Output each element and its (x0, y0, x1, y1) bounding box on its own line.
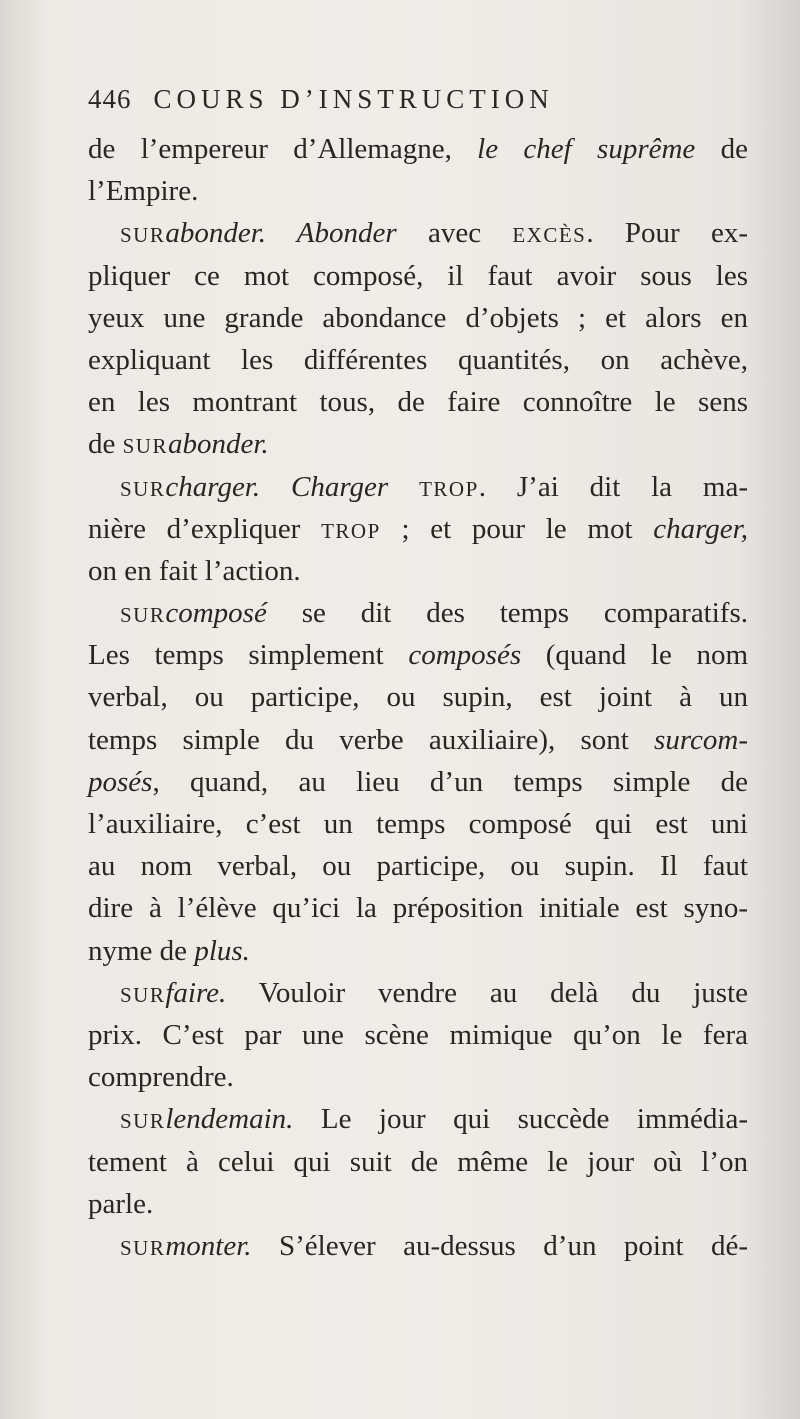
text-line (88, 972, 748, 1014)
text-line (88, 297, 748, 339)
text-segment: Le jour qui succède immédia- (293, 1103, 748, 1136)
italic-text: lendemain. (165, 1103, 294, 1136)
text-line (88, 550, 748, 592)
text-segment: de (695, 133, 748, 165)
text-segment: comprendre. (88, 1061, 234, 1094)
text-line (88, 887, 748, 929)
text-line (88, 761, 748, 803)
text-line (88, 634, 748, 676)
text-segment: en les montrant tous, de faire connoître le sens (88, 386, 748, 419)
small-caps-text: EXCÈS (512, 223, 587, 248)
text-line (88, 508, 748, 550)
text-line (88, 1014, 748, 1056)
text-segment: l’Empire. (88, 175, 199, 208)
text-line (88, 381, 748, 423)
text-line (88, 1056, 748, 1098)
text-line (88, 255, 748, 297)
text-line (88, 592, 748, 634)
text-line (88, 128, 748, 170)
body-text (88, 128, 748, 1267)
text-segment: nière d’expliquer (88, 512, 322, 545)
text-segment: . Pour ex- (586, 217, 748, 250)
italic-text: posés (88, 765, 153, 798)
text-line (88, 1183, 748, 1225)
text-line (88, 339, 748, 381)
text-line (88, 1225, 748, 1267)
text-segment: l’auxiliaire, c’est un temps composé qui est uni (88, 808, 748, 840)
text-segment: Les temps simplement (88, 639, 409, 672)
text-segment: tement à celui qui suit de même le jour où l’on (88, 1145, 748, 1178)
text-segment: dire à l’élève qu’ici la préposition initiale est syno- (88, 892, 748, 925)
text-segment: pliquer ce mot composé, il faut avoir sous les (88, 259, 748, 292)
text-segment: . J’ai dit la ma- (478, 470, 749, 503)
page-number: 446 (88, 84, 132, 114)
italic-text: le chef suprême (477, 133, 696, 165)
small-caps-text: TROP (419, 476, 479, 501)
italic-text: faire. (165, 976, 227, 1009)
text-segment: expliquant les différentes quantités, on achève, (88, 343, 748, 376)
text-segment: verbal, ou participe, ou supin, est joint à un (88, 681, 748, 714)
text-segment: Vouloir vendre au delà du juste (226, 976, 748, 1009)
text-segment: yeux une grande abondance d’objets ; et alors en (88, 301, 748, 334)
text-segment: avec (396, 217, 513, 250)
text-line (88, 1098, 748, 1140)
text-segment: , quand, au lieu d’un temps simple de (152, 765, 748, 798)
italic-text: charger, (653, 512, 748, 545)
text-segment: au nom verbal, ou participe, ou supin. Il faut (88, 850, 748, 883)
text-segment: on en fait l’action. (88, 554, 301, 587)
text-segment: ; et pour le mot (380, 512, 654, 545)
text-segment: S’élever au-dessus d’un point dé- (251, 1229, 748, 1262)
running-title: COURS D’INSTRUCTION (153, 84, 554, 114)
small-caps-text: SUR (120, 1109, 166, 1134)
text-segment: de l’empereur d’Allemagne, (88, 133, 478, 165)
text-line (88, 1141, 748, 1183)
italic-text: composés (408, 639, 522, 672)
italic-text: composé (165, 597, 267, 630)
text-segment: de (88, 428, 123, 461)
text-segment: temps simple du verbe auxiliaire), sont (88, 723, 655, 756)
running-header (88, 84, 748, 115)
text-line (88, 930, 748, 972)
text-line (88, 719, 748, 761)
text-segment: parle. (88, 1187, 154, 1220)
italic-text: surcom- (654, 723, 748, 756)
small-caps-text: SUR (120, 1235, 166, 1260)
text-line (88, 803, 748, 845)
text-segment: (quand le nom (521, 639, 748, 672)
italic-text: charger. Charger (165, 470, 389, 503)
text-line (88, 423, 748, 465)
small-caps-text: SUR (120, 982, 166, 1007)
italic-text: plus. (194, 934, 250, 967)
small-caps-text: SUR (120, 476, 166, 501)
text-line (88, 676, 748, 718)
small-caps-text: SUR (122, 434, 168, 459)
italic-text: abonder. (167, 428, 269, 461)
text-line (88, 170, 748, 212)
small-caps-text: SUR (120, 603, 166, 628)
text-line (88, 212, 748, 254)
text-line (88, 466, 748, 508)
italic-text: abonder. Abonder (165, 217, 397, 250)
text-line (88, 845, 748, 887)
small-caps-text: SUR (120, 223, 166, 248)
text-segment: nyme de (88, 934, 195, 967)
text-segment (388, 471, 419, 503)
small-caps-text: TROP (321, 518, 381, 543)
text-segment: se dit des temps comparatifs. (266, 597, 748, 630)
italic-text: monter. (165, 1229, 252, 1262)
text-segment: prix. C’est par une scène mimique qu’on le fera (88, 1018, 748, 1051)
